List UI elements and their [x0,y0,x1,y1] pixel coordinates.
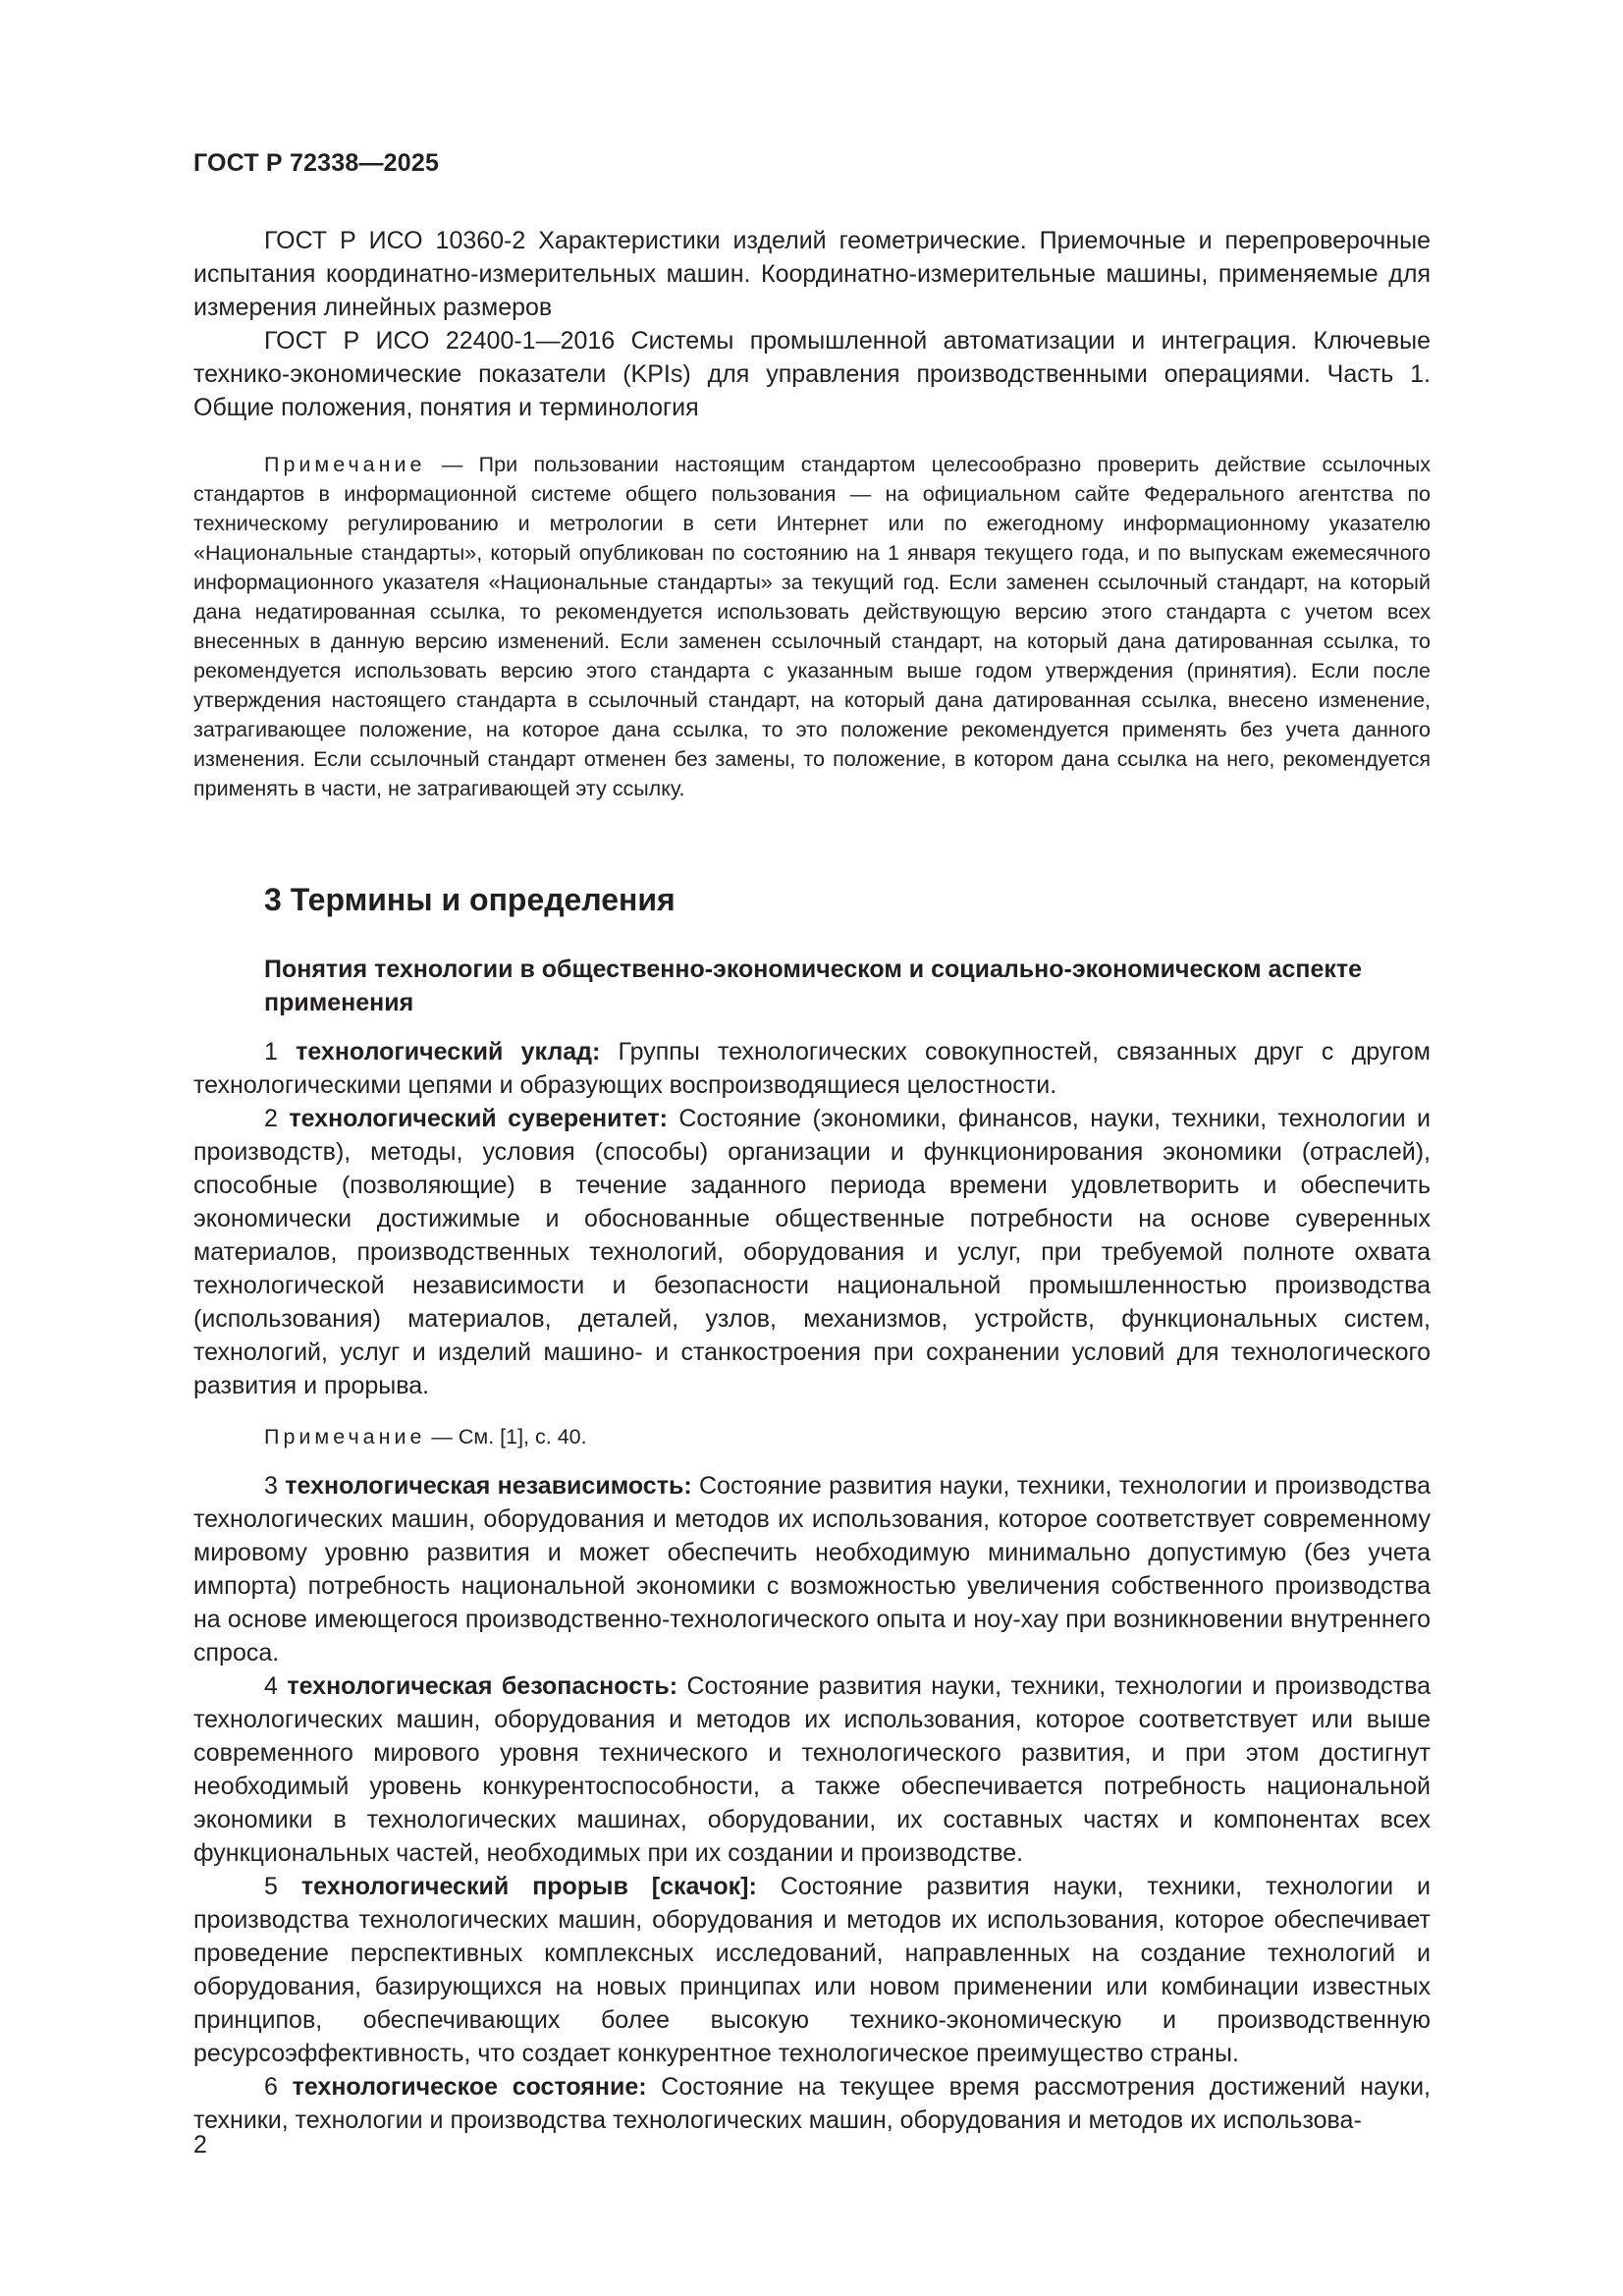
term-note [193,1422,1431,1451]
term-number: 3 [264,1472,278,1500]
term-entry [193,1102,1431,1402]
term-name: технологический уклад: [296,1038,601,1066]
term-number: 4 [264,1672,278,1700]
reference-item: ГОСТ Р ИСО 22400-1—2016 Системы промышленной автоматизации и интеграция. Ключевые технико-экономические показатели (KPIs) для управления производственными операциями. Часть 1. Общие положения, понятия и терминология [193,327,1431,421]
note-label: Примечание [264,453,426,476]
term-number: 2 [264,1105,278,1132]
note-label: Примечание [264,1425,426,1449]
term-definition: Группы технологических совокупностей, связанных друг с другом технологическими цепями и образующих воспроизводящиеся целостности. [193,1038,1431,1099]
note-text: — См. [1], с. 40. [425,1425,587,1449]
page-content [193,224,1431,2137]
term-entry [193,1035,1431,1102]
term-definition: Состояние развития науки, техники, технологии и производства технологических машин, оборудования и методов их использования, которое соответствует современному мировому уровню развития и может обеспечить необходимую минимально допустимую (без учета импорта) потребность национальной экономики с возможностью увеличения собственного производства на основе имеющегося производственно-технологического опыта и ноу-хау при возникновении внутреннего спроса. [193,1472,1431,1667]
term-number: 1 [264,1038,278,1066]
section-title: 3 Термины и определения [264,882,676,917]
term-name: технологический суверенитет: [289,1105,668,1132]
term-entry [193,1669,1431,1870]
term-definition: Состояние (экономики, финансов, науки, техники, технологии и производств), методы, условия (способы) организации и функционирования экономики (отраслей), способные (позволяющие) в течение заданного периода времени удовлетворить и обеспечить экономически достижимые и обоснованные общественные потребности на основе суверенных материалов, производственных технологий, оборудования и услуг, при требуемой полноте охвата технологической независимости и безопасности национальной промышленностью производства (использования) материалов, деталей, узлов, механизмов, устройств, функциональных систем, технологий, услуг и изделий машино- и станкостроения при сохранении условий для технологического развития и прорыва. [193,1105,1431,1399]
term-entry [193,1870,1431,2070]
term-number: 5 [264,1873,278,1900]
term-name: технологическая независимость: [285,1472,692,1500]
term-name: технологическая безопасность: [287,1672,678,1700]
term-name: технологический прорыв [скачок]: [300,1873,757,1900]
term-definition: Состояние развития науки, техники, технологии и производства технологических машин, оборудования и методов их использования, которое соответствует или выше современного мирового уровня технического и технологического развития, и при этом достигнут необходимый уровень конкурентоспособности, а также обеспечивается потребность национальной экономики в технологических машинах, оборудовании, их составных частях и компонентах всех функциональных частей, необходимых при их создании и производстве. [193,1672,1431,1867]
reference-item: ГОСТ Р ИСО 10360-2 Характеристики изделий геометрические. Приемочные и перепроверочные испытания координатно-измерительных машин. Координатно-измерительные машины, применяемые для измерения линейных размеров [193,227,1431,321]
document-code-header: ГОСТ Р 72338—2025 [193,149,440,177]
reference-note [193,450,1431,803]
note-text: — При пользовании настоящим стандартом целесообразно проверить действие ссылочных стандартов в информационной системе общего пользования — на официальном сайте Федерального агентства по техническому регулированию и метрологии в сети Интернет или по ежегодному информационному указателю «Национальные стандарты», который опубликован по состоянию на 1 января текущего года, и по выпускам ежемесячного информационного указателя «Национальные стандарты» за текущий год. Если заменен ссылочный стандарт, на который дана недатированная ссылка, то рекомендуется использовать действующую версию этого стандарта с учетом всех внесенных в данную версию изменений. Если заменен ссылочный стандарт, на который дана датированная ссылка, то рекомендуется использовать версию этого стандарта с указанным выше годом утверждения (принятия). Если после утверждения настоящего стандарта в ссылочный стандарт, на который дана датированная ссылка, внесено изменение, затрагивающее положение, на которое дана ссылка, то это положение рекомендуется применять без учета данного изменения. Если ссылочный стандарт отменен без замены, то положение, в котором дана ссылка на него, рекомендуется применять в части, не затрагивающей эту ссылку. [193,453,1431,800]
term-definition: Состояние на текущее время рассмотрения достижений науки, техники, технологии и производства технологических машин, оборудования и методов их использова- [193,2073,1431,2134]
term-definition: Состояние развития науки, техники, технологии и производства технологических машин, оборудования и методов их использования, которое обеспечивает проведение перспективных комплексных исследований, направленных на создание технологий и оборудования, базирующихся на новых принципах или новом применении или комбинации известных принципов, обеспечивающих более высокую технико-экономическую и производственную ресурсоэффективность, что создает конкурентное технологическое преимущество страны. [193,1873,1431,2067]
section-subheading: Понятия технологии в общественно-экономическом и социально-экономическом аспекте применения [264,956,1363,1016]
term-name: технологическое состояние: [292,2073,647,2101]
page-number: 2 [193,2131,207,2159]
term-entry [193,2070,1431,2137]
term-number: 6 [264,2073,278,2101]
term-entry [193,1469,1431,1669]
